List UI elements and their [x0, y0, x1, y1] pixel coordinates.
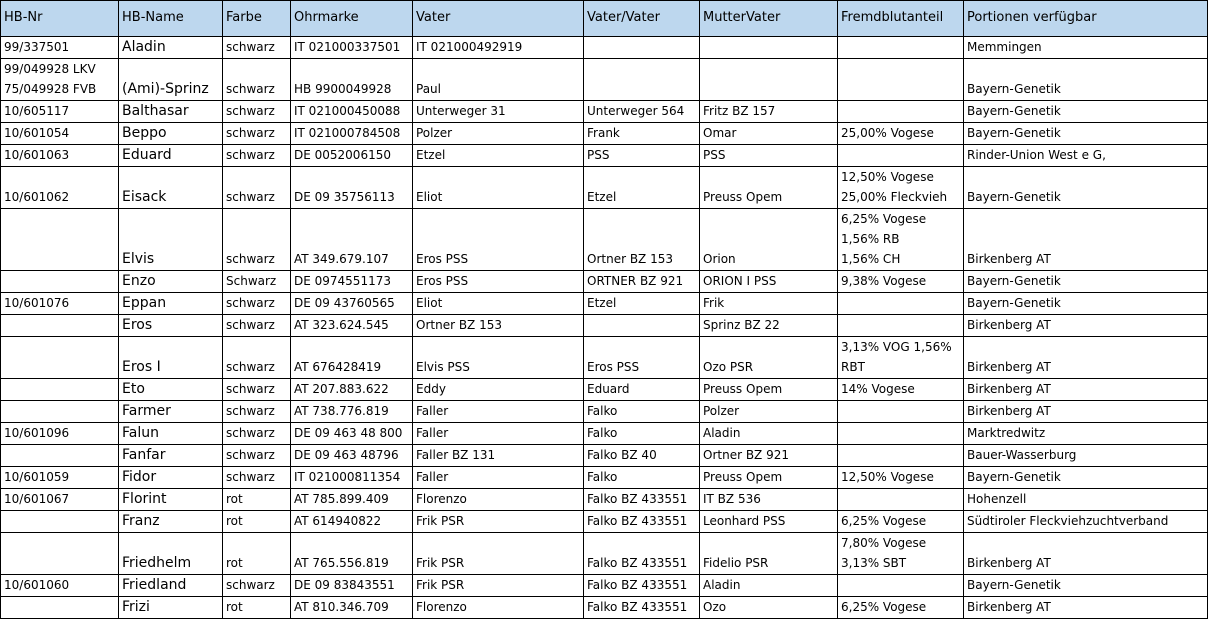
cell-fremdblutanteil-line: 3,13% SBT — [841, 556, 907, 570]
cell-hb-nr-line: 99/337501 — [4, 40, 70, 54]
cell-hb-nr-line: 10/605117 — [4, 104, 70, 118]
cell-farbe[interactable]: schwarz — [223, 467, 291, 489]
cell-hb-name[interactable]: Eros I — [119, 337, 223, 379]
cell-hb-nr-line: 10/601062 — [4, 190, 70, 204]
cell-portionen[interactable]: Bayern-Genetik — [964, 59, 1208, 101]
cell-hb-name[interactable]: Falun — [119, 423, 223, 445]
cell-portionen[interactable]: Memmingen — [964, 37, 1208, 59]
cell-vater[interactable]: Frik PSR — [413, 511, 584, 533]
cell-portionen[interactable]: Birkenberg AT — [964, 533, 1208, 575]
cell-portionen[interactable]: Marktredwitz — [964, 423, 1208, 445]
cell-mutter-vater[interactable]: Preuss Opem — [700, 167, 838, 209]
cell-hb-nr[interactable] — [1, 445, 119, 467]
cell-hb-name[interactable]: Eto — [119, 379, 223, 401]
cell-fremdblutanteil[interactable] — [838, 167, 964, 209]
cell-hb-nr-line: 10/601063 — [4, 148, 70, 162]
header-row — [1, 1, 1208, 37]
cell-vater-vater[interactable]: Falko BZ 433551 — [584, 575, 700, 597]
cell-ohrmarke[interactable]: IT 021000337501 — [291, 37, 413, 59]
cell-fremdblutanteil[interactable] — [838, 37, 964, 59]
table-row — [1, 209, 1208, 271]
cell-hb-name[interactable]: Friedhelm — [119, 533, 223, 575]
cell-vater[interactable]: Elvis PSS — [413, 337, 584, 379]
cell-farbe[interactable]: Schwarz — [223, 271, 291, 293]
cell-portionen[interactable]: Bayern-Genetik — [964, 271, 1208, 293]
cell-farbe[interactable]: schwarz — [223, 37, 291, 59]
table-row — [1, 489, 1208, 511]
cell-mutter-vater[interactable]: Frik — [700, 293, 838, 315]
cell-portionen[interactable]: Birkenberg AT — [964, 315, 1208, 337]
cell-mutter-vater[interactable]: Aladin — [700, 423, 838, 445]
cell-hb-nr-line: 10/601096 — [4, 426, 70, 440]
cell-portionen[interactable]: Birkenberg AT — [964, 597, 1208, 619]
cell-ohrmarke[interactable]: AT 785.899.409 — [291, 489, 413, 511]
cell-hb-nr[interactable] — [1, 37, 119, 59]
cell-hb-name[interactable]: Fanfar — [119, 445, 223, 467]
cell-vater[interactable]: Florenzo — [413, 489, 584, 511]
cell-vater[interactable]: Faller — [413, 467, 584, 489]
cell-hb-nr-line: 10/601060 — [4, 578, 70, 592]
cell-mutter-vater[interactable]: Orion — [700, 209, 838, 271]
cell-vater-vater[interactable]: Falko — [584, 401, 700, 423]
cell-mutter-vater[interactable]: ORION I PSS — [700, 271, 838, 293]
cell-hb-nr[interactable] — [1, 489, 119, 511]
header-hb-nr[interactable]: HB-Nr — [1, 1, 119, 37]
cell-hb-name[interactable]: Eros — [119, 315, 223, 337]
table-row — [1, 575, 1208, 597]
header-fremdblutanteil[interactable]: Fremdblutanteil — [838, 1, 964, 37]
cell-vater-vater[interactable]: Falko BZ 40 — [584, 445, 700, 467]
cell-ohrmarke[interactable]: DE 09 35756113 — [291, 167, 413, 209]
cell-vater-vater[interactable]: Falko BZ 433551 — [584, 597, 700, 619]
cell-ohrmarke[interactable]: DE 09 83843551 — [291, 575, 413, 597]
cell-hb-name[interactable]: Enzo — [119, 271, 223, 293]
cell-vater[interactable]: Eliot — [413, 167, 584, 209]
cell-hb-name[interactable]: Florint — [119, 489, 223, 511]
cell-hb-name[interactable]: Farmer — [119, 401, 223, 423]
cell-fremdblutanteil-line: 6,25% Vogese — [841, 514, 927, 528]
cell-farbe[interactable]: rot — [223, 597, 291, 619]
header-vater-vater[interactable]: Vater/Vater — [584, 1, 700, 37]
cell-hb-nr[interactable] — [1, 533, 119, 575]
cell-farbe[interactable]: schwarz — [223, 101, 291, 123]
header-farbe[interactable]: Farbe — [223, 1, 291, 37]
cell-vater[interactable]: Frik PSR — [413, 575, 584, 597]
cell-farbe[interactable]: schwarz — [223, 401, 291, 423]
cell-fremdblutanteil-line: 25,00% Fleckvieh — [841, 190, 948, 204]
cell-portionen[interactable]: Bayern-Genetik — [964, 575, 1208, 597]
table-row — [1, 597, 1208, 619]
table-row — [1, 337, 1208, 379]
cell-ohrmarke[interactable]: DE 0052006150 — [291, 145, 413, 167]
cell-mutter-vater[interactable]: Ozo PSR — [700, 337, 838, 379]
cell-vater-vater[interactable]: Etzel — [584, 293, 700, 315]
cell-ohrmarke[interactable]: HB 9900049928 — [291, 59, 413, 101]
header-mutter-vater[interactable]: MutterVater — [700, 1, 838, 37]
cell-portionen[interactable]: Birkenberg AT — [964, 379, 1208, 401]
cell-hb-nr[interactable] — [1, 511, 119, 533]
cell-mutter-vater[interactable]: Preuss Opem — [700, 379, 838, 401]
cell-mutter-vater[interactable] — [700, 59, 838, 101]
cell-mutter-vater[interactable]: Fritz BZ 157 — [700, 101, 838, 123]
cell-vater-vater[interactable]: Falko — [584, 467, 700, 489]
table-row — [1, 467, 1208, 489]
cell-fremdblutanteil-line: 14% Vogese — [841, 382, 915, 396]
table-row — [1, 271, 1208, 293]
cell-fremdblutanteil[interactable] — [838, 123, 964, 145]
cell-farbe[interactable]: schwarz — [223, 123, 291, 145]
cell-hb-nr[interactable] — [1, 379, 119, 401]
cell-fremdblutanteil-line: 7,80% Vogese — [841, 536, 927, 550]
cell-fremdblutanteil[interactable] — [838, 423, 964, 445]
cell-mutter-vater[interactable]: Ortner BZ 921 — [700, 445, 838, 467]
cell-mutter-vater[interactable]: Omar — [700, 123, 838, 145]
cell-hb-nr[interactable] — [1, 145, 119, 167]
cell-vater-vater[interactable] — [584, 59, 700, 101]
table-row — [1, 423, 1208, 445]
cell-portionen[interactable]: Bauer-Wasserburg — [964, 445, 1208, 467]
cell-vater-vater[interactable] — [584, 315, 700, 337]
cell-farbe[interactable]: schwarz — [223, 293, 291, 315]
cell-vater[interactable]: Faller BZ 131 — [413, 445, 584, 467]
cell-hb-nr-line: 10/601054 — [4, 126, 70, 140]
cell-vater-vater[interactable]: Unterweger 564 — [584, 101, 700, 123]
cell-hb-nr[interactable] — [1, 597, 119, 619]
cell-fremdblutanteil[interactable] — [838, 271, 964, 293]
cell-portionen[interactable]: Birkenberg AT — [964, 401, 1208, 423]
cell-farbe[interactable]: rot — [223, 489, 291, 511]
cell-vater-vater[interactable]: Frank — [584, 123, 700, 145]
cell-mutter-vater[interactable]: Sprinz BZ 22 — [700, 315, 838, 337]
cell-vater[interactable]: Eddy — [413, 379, 584, 401]
cell-fremdblutanteil[interactable] — [838, 401, 964, 423]
cell-mutter-vater[interactable]: Preuss Opem — [700, 467, 838, 489]
cell-fremdblutanteil[interactable] — [838, 575, 964, 597]
header-ohrmarke[interactable]: Ohrmarke — [291, 1, 413, 37]
cell-ohrmarke[interactable]: DE 0974551173 — [291, 271, 413, 293]
cell-ohrmarke[interactable]: DE 09 463 48 800 — [291, 423, 413, 445]
cell-hb-nr-line: 10/601076 — [4, 296, 70, 310]
cell-hb-name[interactable]: Frizi — [119, 597, 223, 619]
table-row — [1, 167, 1208, 209]
cell-vater-vater[interactable]: Eros PSS — [584, 337, 700, 379]
cell-vater-vater[interactable]: Falko BZ 433551 — [584, 533, 700, 575]
cell-portionen[interactable]: Bayern-Genetik — [964, 123, 1208, 145]
cell-vater[interactable]: IT 021000492919 — [413, 37, 584, 59]
cell-fremdblutanteil[interactable] — [838, 511, 964, 533]
cell-ohrmarke[interactable]: AT 810.346.709 — [291, 597, 413, 619]
cell-fremdblutanteil[interactable] — [838, 293, 964, 315]
cell-farbe[interactable]: schwarz — [223, 379, 291, 401]
cell-ohrmarke[interactable]: AT 323.624.545 — [291, 315, 413, 337]
cell-hb-name[interactable]: Beppo — [119, 123, 223, 145]
cell-portionen[interactable]: Südtiroler Fleckviehzuchtverband — [964, 511, 1208, 533]
cell-vater-vater[interactable]: Falko — [584, 423, 700, 445]
cell-fremdblutanteil-line: 3,13% VOG 1,56% — [841, 340, 952, 354]
cell-portionen[interactable]: Birkenberg AT — [964, 209, 1208, 271]
cell-hb-name[interactable]: (Ami)-Sprinz — [119, 59, 223, 101]
cell-vater[interactable]: Ortner BZ 153 — [413, 315, 584, 337]
cell-farbe[interactable]: rot — [223, 511, 291, 533]
cell-portionen[interactable]: Hohenzell — [964, 489, 1208, 511]
cell-hb-nr-line: 10/601067 — [4, 492, 70, 506]
cell-ohrmarke[interactable]: DE 09 43760565 — [291, 293, 413, 315]
cell-ohrmarke[interactable]: AT 207.883.622 — [291, 379, 413, 401]
cell-farbe[interactable]: schwarz — [223, 209, 291, 271]
cell-hb-nr[interactable] — [1, 209, 119, 271]
cell-fremdblutanteil-line: 12,50% Vogese — [841, 470, 934, 484]
cell-fremdblutanteil[interactable] — [838, 597, 964, 619]
cell-mutter-vater[interactable]: Fidelio PSR — [700, 533, 838, 575]
cell-vater-vater[interactable]: Ortner BZ 153 — [584, 209, 700, 271]
cell-mutter-vater[interactable]: IT BZ 536 — [700, 489, 838, 511]
cell-vater-vater[interactable]: Falko BZ 433551 — [584, 511, 700, 533]
cell-farbe[interactable]: schwarz — [223, 59, 291, 101]
cell-vater-vater[interactable]: PSS — [584, 145, 700, 167]
cell-ohrmarke[interactable]: AT 614940822 — [291, 511, 413, 533]
cell-farbe[interactable]: schwarz — [223, 445, 291, 467]
cell-vater[interactable]: Florenzo — [413, 597, 584, 619]
cell-ohrmarke[interactable]: AT 765.556.819 — [291, 533, 413, 575]
cell-vater-vater[interactable] — [584, 37, 700, 59]
header-hb-name[interactable]: HB-Name — [119, 1, 223, 37]
cell-fremdblutanteil-line: 6,25% Vogese — [841, 212, 927, 226]
cell-mutter-vater[interactable] — [700, 37, 838, 59]
table-row — [1, 101, 1208, 123]
cell-vater[interactable]: Unterweger 31 — [413, 101, 584, 123]
cell-farbe[interactable]: schwarz — [223, 575, 291, 597]
cell-vater[interactable]: Eros PSS — [413, 209, 584, 271]
cell-portionen[interactable]: Rinder-Union West e G, — [964, 145, 1208, 167]
cell-hb-name[interactable]: Eppan — [119, 293, 223, 315]
cell-portionen[interactable]: Bayern-Genetik — [964, 101, 1208, 123]
cell-vater[interactable]: Paul — [413, 59, 584, 101]
cell-portionen[interactable]: Birkenberg AT — [964, 337, 1208, 379]
cell-hb-name[interactable]: Fidor — [119, 467, 223, 489]
cell-vater-vater[interactable]: Eduard — [584, 379, 700, 401]
cell-vater[interactable]: Faller — [413, 401, 584, 423]
cell-fremdblutanteil[interactable] — [838, 533, 964, 575]
cell-fremdblutanteil[interactable] — [838, 445, 964, 467]
cell-hb-nr[interactable] — [1, 467, 119, 489]
cell-hb-nr[interactable] — [1, 423, 119, 445]
cell-hb-name[interactable]: Elvis — [119, 209, 223, 271]
cell-ohrmarke[interactable]: AT 676428419 — [291, 337, 413, 379]
cell-farbe[interactable]: schwarz — [223, 337, 291, 379]
cell-farbe[interactable]: schwarz — [223, 145, 291, 167]
cell-vater-vater[interactable]: Etzel — [584, 167, 700, 209]
cell-ohrmarke[interactable]: IT 021000811354 — [291, 467, 413, 489]
cell-hb-name[interactable]: Eduard — [119, 145, 223, 167]
cell-hb-nr[interactable] — [1, 401, 119, 423]
cell-mutter-vater[interactable]: Polzer — [700, 401, 838, 423]
cell-vater[interactable]: Eros PSS — [413, 271, 584, 293]
cell-vater[interactable]: Eliot — [413, 293, 584, 315]
cell-ohrmarke[interactable]: DE 09 463 48796 — [291, 445, 413, 467]
cell-hb-name[interactable]: Balthasar — [119, 101, 223, 123]
table-row — [1, 145, 1208, 167]
table-row — [1, 445, 1208, 467]
table-row — [1, 379, 1208, 401]
cell-fremdblutanteil[interactable] — [838, 145, 964, 167]
cell-hb-nr-line: 75/049928 FVB — [4, 82, 97, 96]
cell-ohrmarke[interactable]: IT 021000450088 — [291, 101, 413, 123]
cell-fremdblutanteil-line: 25,00% Vogese — [841, 126, 934, 140]
cell-fremdblutanteil[interactable] — [838, 379, 964, 401]
cell-farbe[interactable]: rot — [223, 533, 291, 575]
cell-hb-nr[interactable] — [1, 293, 119, 315]
cell-mutter-vater[interactable]: PSS — [700, 145, 838, 167]
table-row — [1, 533, 1208, 575]
cell-farbe[interactable]: schwarz — [223, 315, 291, 337]
cell-fremdblutanteil-line: 1,56% RB — [841, 232, 900, 246]
cell-fremdblutanteil-line: 6,25% Vogese — [841, 600, 927, 614]
cell-hb-nr[interactable] — [1, 101, 119, 123]
cell-ohrmarke[interactable]: AT 738.776.819 — [291, 401, 413, 423]
cell-hb-nr[interactable] — [1, 271, 119, 293]
cell-fremdblutanteil-line: 1,56% CH — [841, 252, 901, 266]
cell-hb-nr[interactable] — [1, 59, 119, 101]
table-row — [1, 37, 1208, 59]
cell-hb-nr[interactable] — [1, 337, 119, 379]
cell-hb-nr-line: 10/601059 — [4, 470, 70, 484]
cell-fremdblutanteil[interactable] — [838, 337, 964, 379]
cell-hb-nr[interactable] — [1, 123, 119, 145]
table-row — [1, 59, 1208, 101]
cell-mutter-vater[interactable]: Aladin — [700, 575, 838, 597]
cell-farbe[interactable]: schwarz — [223, 167, 291, 209]
cell-fremdblutanteil[interactable] — [838, 209, 964, 271]
cell-mutter-vater[interactable]: Ozo — [700, 597, 838, 619]
cell-portionen[interactable]: Bayern-Genetik — [964, 167, 1208, 209]
cell-hb-name[interactable]: Eisack — [119, 167, 223, 209]
cell-hb-name[interactable]: Aladin — [119, 37, 223, 59]
cell-mutter-vater[interactable]: Leonhard PSS — [700, 511, 838, 533]
cell-vater[interactable]: Faller — [413, 423, 584, 445]
cell-vater[interactable]: Frik PSR — [413, 533, 584, 575]
cell-fremdblutanteil-line: 12,50% Vogese — [841, 170, 934, 184]
cell-hb-name[interactable]: Franz — [119, 511, 223, 533]
cell-fremdblutanteil[interactable] — [838, 489, 964, 511]
table-row — [1, 401, 1208, 423]
cell-fremdblutanteil[interactable] — [838, 315, 964, 337]
cell-vater-vater[interactable]: ORTNER BZ 921 — [584, 271, 700, 293]
header-portionen[interactable]: Portionen verfügbar — [964, 1, 1208, 37]
cell-hb-nr-line: 99/049928 LKV — [4, 62, 96, 76]
table-body — [1, 37, 1208, 619]
cell-fremdblutanteil[interactable] — [838, 59, 964, 101]
cell-fremdblutanteil-line: RBT — [841, 360, 865, 374]
header-vater[interactable]: Vater — [413, 1, 584, 37]
table-row — [1, 123, 1208, 145]
cell-fremdblutanteil[interactable] — [838, 467, 964, 489]
cell-vater-vater[interactable]: Falko BZ 433551 — [584, 489, 700, 511]
cell-portionen[interactable]: Bayern-Genetik — [964, 293, 1208, 315]
table-row — [1, 315, 1208, 337]
table-row — [1, 511, 1208, 533]
cell-hb-nr[interactable] — [1, 315, 119, 337]
cell-vater[interactable]: Polzer — [413, 123, 584, 145]
cell-vater[interactable]: Etzel — [413, 145, 584, 167]
cell-portionen[interactable]: Bayern-Genetik — [964, 467, 1208, 489]
cell-ohrmarke[interactable]: AT 349.679.107 — [291, 209, 413, 271]
cell-hb-nr[interactable] — [1, 575, 119, 597]
cell-farbe[interactable]: schwarz — [223, 423, 291, 445]
cell-hb-nr[interactable] — [1, 167, 119, 209]
cell-fremdblutanteil-line: 9,38% Vogese — [841, 274, 927, 288]
cell-fremdblutanteil[interactable] — [838, 101, 964, 123]
cell-ohrmarke[interactable]: IT 021000784508 — [291, 123, 413, 145]
cell-hb-name[interactable]: Friedland — [119, 575, 223, 597]
table-row — [1, 293, 1208, 315]
